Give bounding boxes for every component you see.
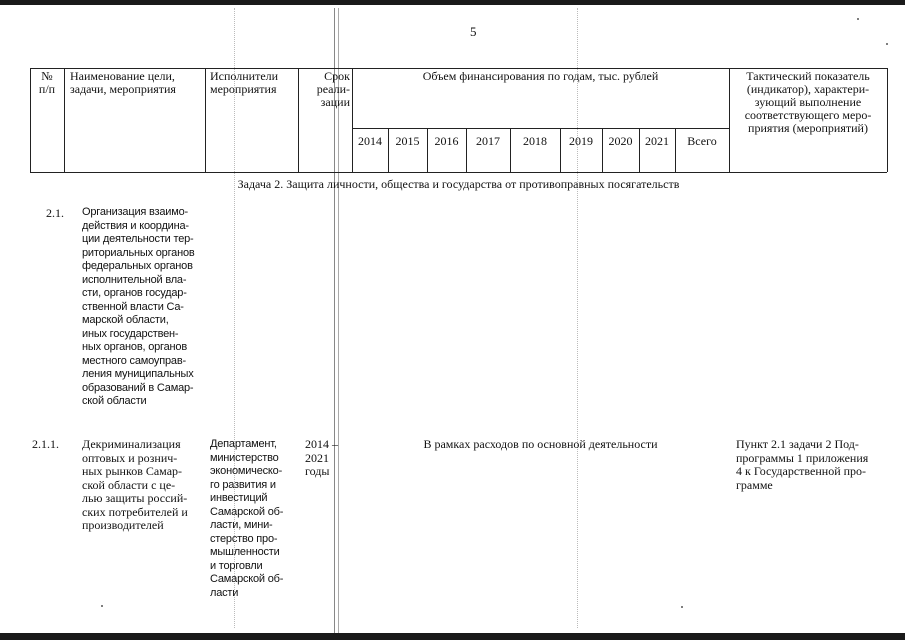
row-number: 2.1.1. — [32, 437, 59, 451]
year-2021: 2021 — [645, 134, 669, 148]
row-indicator: Пункт 2.1 задачи 2 Под- программы 1 приложения 4 к Государственной про- грамме — [736, 437, 869, 492]
page-number: 5 — [470, 24, 477, 39]
year-2015: 2015 — [395, 134, 420, 148]
header-col-name: Наименование цели, задачи, мероприятия — [70, 69, 176, 96]
header-col-indicator: Тактический показатель (индикатор), характери- зующий выполнение соответствующего меро- приятия (мероприятий) — [744, 69, 872, 135]
header-col-finance: Объем финансирования по годам, тыс. рублей — [422, 69, 659, 83]
header-col-number: № п/п — [38, 69, 56, 96]
scan-speck — [886, 43, 888, 45]
scan-speck — [681, 606, 683, 608]
scan-artifact-line — [577, 8, 578, 628]
scan-speck — [101, 605, 103, 607]
header-col-executors: Исполнители мероприятия — [210, 69, 279, 96]
scan-top-border — [0, 0, 905, 5]
row-finance: В рамках расходов по основной деятельности — [423, 437, 658, 451]
scan-speck — [857, 18, 859, 20]
task-title: Задача 2. Защита личности, общества и государства от противоправных посягательств — [237, 177, 680, 191]
row-term: 2014 – 2021 годы — [305, 437, 338, 478]
year-total: Всего — [687, 134, 717, 148]
year-2020: 2020 — [608, 134, 633, 148]
year-2018: 2018 — [523, 134, 547, 148]
year-2014: 2014 — [358, 134, 382, 148]
row-number: 2.1. — [46, 206, 64, 220]
row-name: Декриминализация оптовых и рознич- ных рынков Самар- ской области с це- лью защиты россий- ских потребителей и производителей — [82, 437, 188, 532]
row-name: Организация взаимо- действия и координа- ции деятельности тер- риториальных органов федеральных органов исполнительной вла- сти, органов государ- ственной власти Са- марской области, иных государствен- ных органов, органов местного самоуправ- ления муниципальных образований в Самар- ской области — [82, 206, 195, 407]
year-2016: 2016 — [434, 134, 459, 148]
header-col-term: Срок реали- зации — [316, 69, 350, 109]
scan-bottom-border — [0, 633, 905, 640]
year-2017: 2017 — [476, 134, 500, 148]
year-2019: 2019 — [569, 134, 593, 148]
row-executors: Департамент, министерство экономическо- го развития и инвестиций Самарской об- ласти, мини- стерство про- мышленности и торговли Самарской об- ласти — [210, 438, 284, 599]
